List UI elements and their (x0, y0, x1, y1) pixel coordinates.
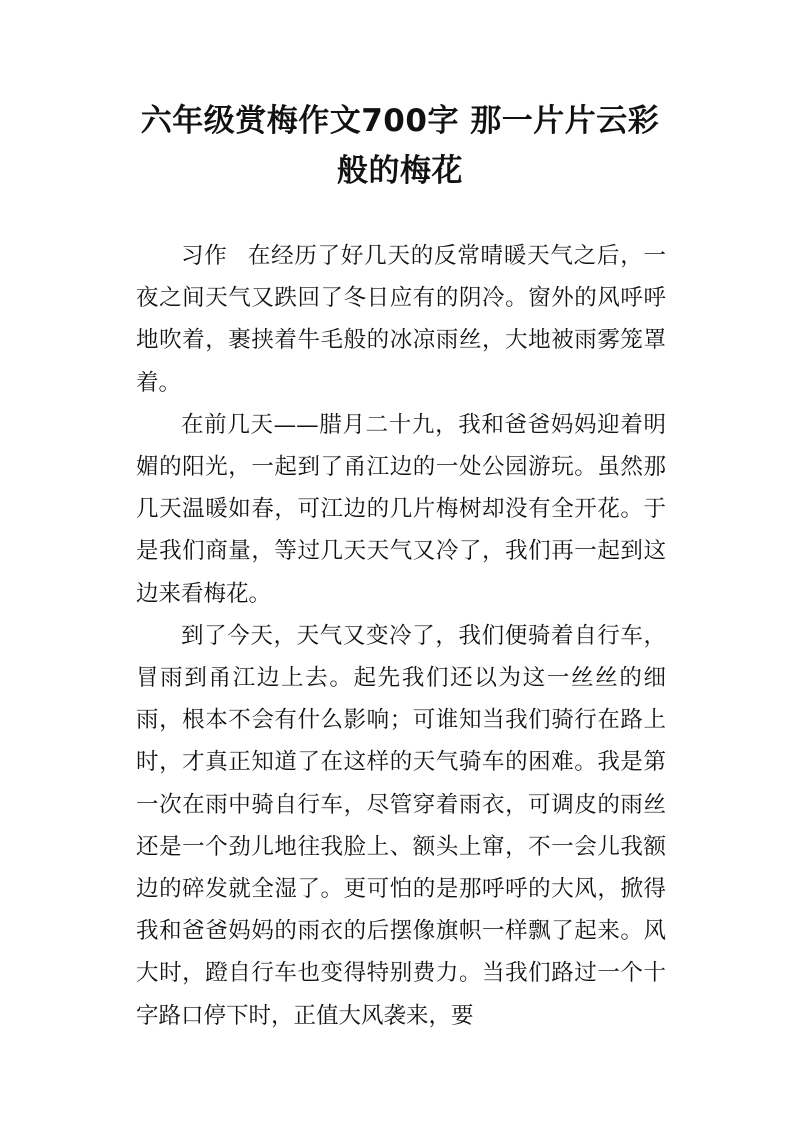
paragraph-3 (136, 615, 666, 1037)
title-line-2: 般的梅花 (337, 153, 463, 189)
paragraph-2 (136, 404, 666, 615)
document-body (136, 235, 666, 1037)
paragraph-text: 在前几天——腊月二十九，我和爸爸妈妈迎着明媚的阳光，一起到了甬江边的一处公园游玩。虽然那几天温暖如春，可江边的几片梅树却没有全开花。于是我们商量，等过几天天气又冷了，我们再一起到这边来看梅花。 (136, 411, 666, 607)
paragraph-label: 习作 (181, 243, 228, 269)
document-title (110, 96, 690, 196)
paragraph-text: 到了今天，天气又变冷了，我们便骑着自行车，冒雨到甬江边上去。起先我们还以为这一丝丝的细雨，根本不会有什么影响；可谁知当我们骑行在路上时，才真正知道了在这样的天气骑车的困难。我是第一次在雨中骑自行车，尽管穿着雨衣，可调皮的雨丝还是一个劲儿地往我脸上、额头上窜，不一会儿我额边的碎发就全湿了。更可怕的是那呼呼的大风，掀得我和爸爸妈妈的雨衣的后摆像旗帜一样飘了起来。风大时，蹬自行车也变得特别费力。当我们路过一个十字路口停下时，正值大风袭来，要 (136, 622, 666, 1029)
paragraph-1 (136, 235, 666, 404)
title-line-1: 六年级赏梅作文700字 那一片片云彩 (140, 103, 660, 139)
paragraph-text: 在经历了好几天的反常晴暖天气之后，一夜之间天气又跌回了冬日应有的阴冷。窗外的风呼呼地吹着，裹挟着牛毛般的冰凉雨丝，大地被雨雾笼罩着。 (136, 243, 666, 396)
